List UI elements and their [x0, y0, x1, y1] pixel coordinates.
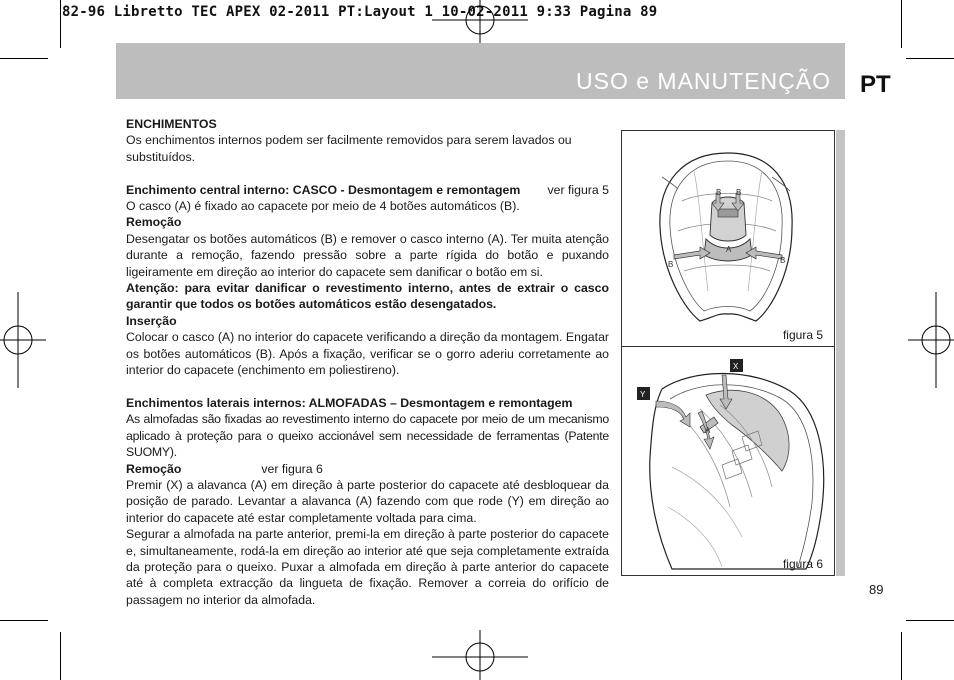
figure-5-reference: ver figura 5	[547, 182, 609, 197]
crop-mark	[0, 58, 48, 59]
almofadas-removal-text-2: Segurar a almofada na parte anterior, premi-la em direção à parte posterior do capacete e, simultaneamente, rodá-la em direção ao interior até que seja completamente extraída da proteção para o queixo. Puxar a almofada em direção à parte anterior do capacete até à completa extracção da lingueta de fixação. Remover a correia do orifício de passagem no interior da almofada.	[126, 527, 609, 607]
heading-enchimentos: ENCHIMENTOS	[126, 117, 217, 131]
label-a: A	[726, 245, 732, 254]
crop-mark	[906, 620, 954, 621]
heading-removal-almofadas: Remoção	[126, 461, 182, 476]
crop-mark	[901, 632, 902, 680]
label-y: Y	[640, 390, 646, 399]
registration-mark-left	[0, 292, 48, 388]
side-bar-decoration	[836, 130, 845, 576]
figure-6-caption: figura 6	[782, 557, 823, 571]
almofadas-removal-text-1: Premir (X) a alavanca (A) em direção à parte posterior do capacete até desbloquear da posição de parado. Levantar a alavanca (A) fazendo com que rode (Y) em direção ao interior do capacete até estar completamente voltada para cima.	[126, 477, 609, 525]
section-header-band	[116, 43, 845, 99]
figure-5-frame	[621, 130, 835, 347]
language-tab: PT	[860, 71, 891, 98]
main-text-column	[126, 116, 609, 608]
almofadas-description: As almofadas são fixadas ao revestimento interno do capacete por meio de um mecanismo aplicado à proteção para o queixo accionável sem necessidade de ferramentas (Patente SUOMY).	[126, 412, 609, 460]
almofadas-removal-heading-row	[126, 461, 609, 477]
print-slug-line: 82-96 Libretto TEC APEX 02-2011 PT:Layout 1 10-02-2011 9:33 Pagina 89	[62, 4, 658, 20]
heading-almofadas: Enchimentos laterais internos: ALMOFADAS – Desmontagem e remontagem	[126, 395, 573, 410]
registration-mark-top	[432, 0, 528, 48]
figure-5-caption: figura 5	[782, 328, 823, 342]
registration-mark-right	[906, 292, 954, 388]
heading-insertion-casco: Inserção	[126, 313, 177, 328]
crop-mark	[60, 0, 61, 48]
casco-description: O casco (A) é fixado ao capacete por meio de 4 botões automáticos (B).	[126, 199, 520, 214]
label-b1: B	[716, 188, 722, 197]
heading-removal-casco: Remoção	[126, 215, 182, 230]
heading-casco: Enchimento central interno: CASCO - Desmontagem e remontagem	[126, 182, 521, 197]
casco-insertion-text: Colocar o casco (A) no interior do capacete verificando a direção da montagem. Engatar os botões automáticos (B). Após a fixação, verificar se o gorro aderiu corretamente ao interior do capacete (enchimento em poliestireno).	[126, 330, 609, 378]
figure-6-frame	[621, 346, 835, 576]
figure-6-reference: ver figura 6	[261, 461, 323, 476]
crop-mark	[906, 58, 954, 59]
crop-mark	[901, 0, 902, 48]
casco-warning: Atenção: para evitar danificar o revestimento interno, antes de extrair o casco garantir que todos os botões automáticos estão desengatados.	[126, 281, 609, 312]
registration-mark-bottom	[432, 630, 528, 680]
label-b4: B	[780, 256, 786, 265]
helmet-top-view-illustration	[622, 131, 834, 346]
page-number: 89	[869, 582, 884, 597]
crop-mark	[0, 620, 48, 621]
section-title: USO e MANUTENÇÃO	[576, 68, 831, 94]
intro-text: Os enchimentos internos podem ser facilmente removidos para serem lavados ou substituídos.	[126, 133, 572, 164]
helmet-side-interior-illustration	[622, 347, 834, 575]
label-a: A	[705, 426, 711, 435]
label-b3: B	[668, 260, 674, 269]
crop-mark	[60, 632, 61, 680]
label-x: X	[733, 362, 739, 371]
casco-heading-row	[126, 182, 609, 198]
casco-removal-text: Desengatar os botões automáticos (B) e remover o casco interno (A). Ter muita atenção durante a remoção, fazendo pressão sobre a parte rígida do botão e puxando ligeiramente em direção ao interior do capacete sem danificar o botão em si.	[126, 231, 609, 279]
label-b2: B	[736, 188, 742, 197]
